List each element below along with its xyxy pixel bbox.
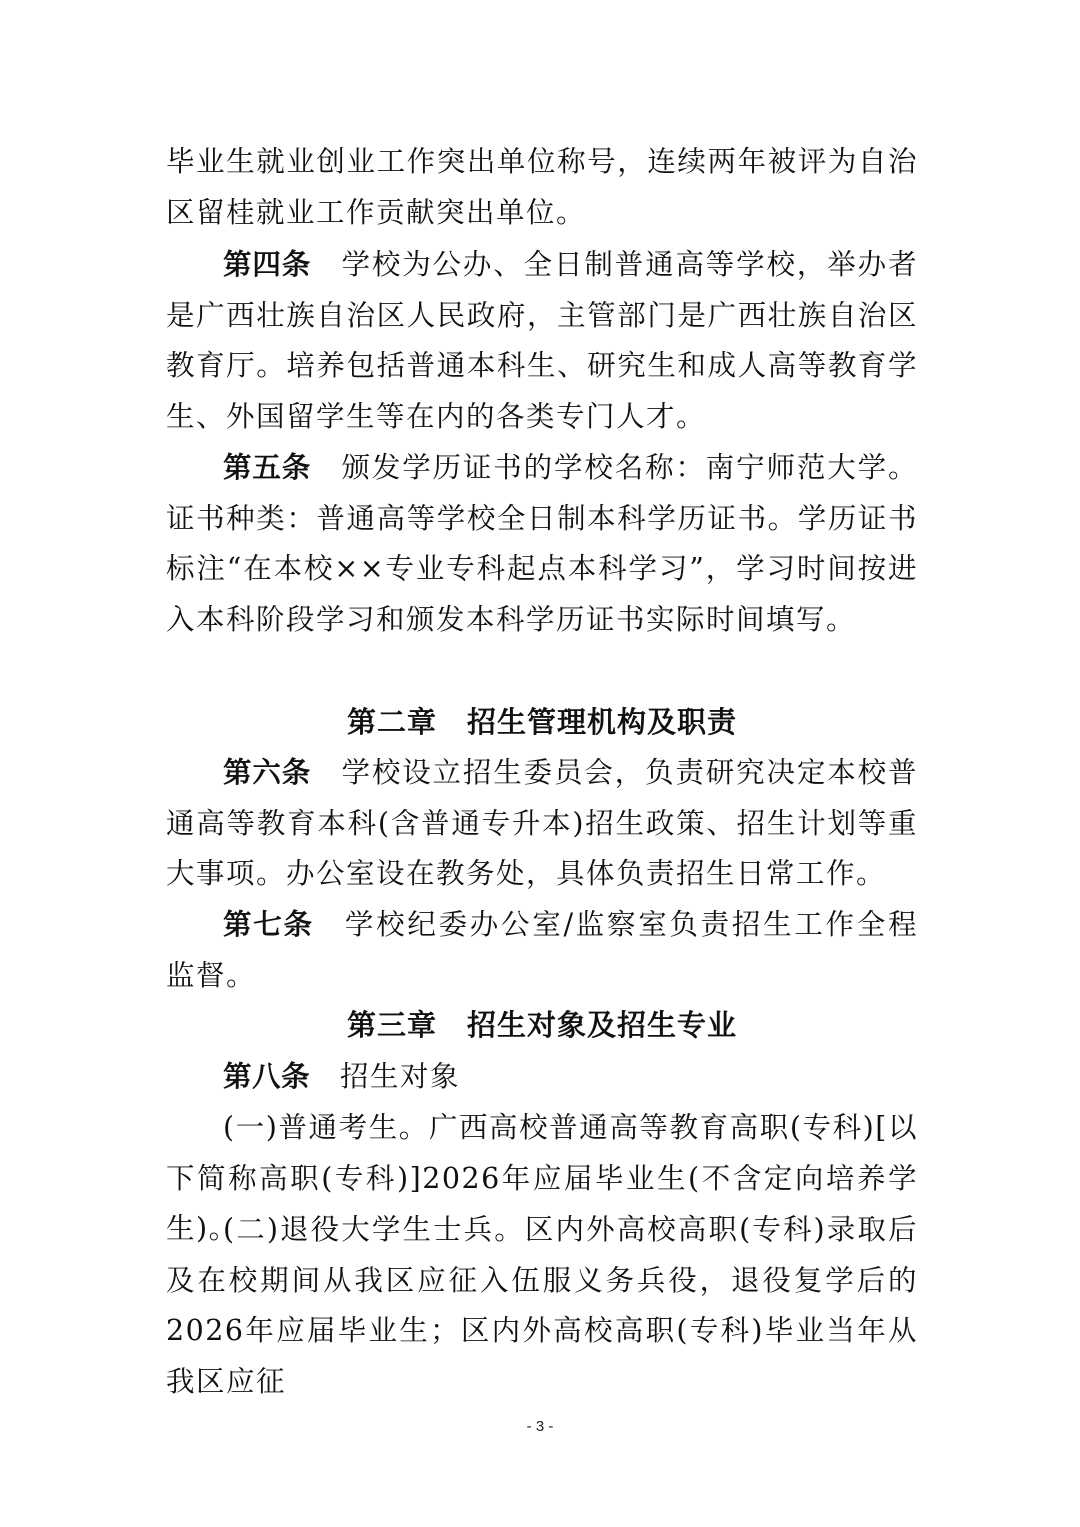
- paragraph-text: 毕业生就业创业工作突出单位称号，连续两年被评为自治区留桂就业工作贡献突出单位。: [166, 145, 918, 229]
- article-text: 学校纪委办公室/监察室负责招生工作全程监督。: [166, 908, 918, 992]
- article-label: 第五条: [223, 451, 312, 484]
- list-item: [166, 1205, 918, 1407]
- article-label: 第六条: [223, 756, 312, 789]
- article-7: [166, 900, 918, 1001]
- article-text: 招生对象: [340, 1060, 461, 1093]
- list-item-text: (一)普通考生。广西高校普通高等教育高职(专科)[以下简称高职(专科)]2026年应届毕业生(不含定向培养学生)。: [166, 1111, 918, 1245]
- page-number: - 3 -: [526, 1418, 554, 1435]
- article-6: [166, 748, 918, 900]
- article-text: 学校设立招生委员会，负责研究决定本校普通高等教育本科(含普通专升本)招生政策、招生计划等重大事项。办公室设在教务处，具体负责招生日常工作。: [166, 756, 918, 890]
- list-item-text: (二)退役大学生士兵。区内外高校高职(专科)录取后及在校期间从我区应征入伍服义务兵役，退役复学后的2026年应届毕业生；区内外高校高职(专科)毕业当年从我区应征: [166, 1213, 918, 1398]
- article-label: 第四条: [223, 248, 312, 281]
- paragraph-continuation: [166, 137, 918, 238]
- article-label: 第八条: [223, 1060, 311, 1093]
- article-8: [166, 1052, 918, 1103]
- article-text: 学校为公办、全日制普通高等学校，举办者是广西壮族自治区人民政府，主管部门是广西壮族自治区教育厅。培养包括普通本科生、研究生和成人高等教育学生、外国留学生等在内的各类专门人才。: [166, 248, 918, 433]
- chapter-heading: 第二章 招生管理机构及职责: [346, 705, 737, 739]
- article-5: [166, 443, 918, 645]
- article-4: [166, 240, 918, 442]
- chapter-heading: 第三章 招生对象及招生专业: [346, 1008, 737, 1042]
- article-text: 颁发学历证书的学校名称：南宁师范大学。证书种类：普通高等学校全日制本科学历证书。学历证书标注“在本校××专业专科起点本科学习”，学习时间按进入本科阶段学习和颁发本科学历证书实际时间填写。: [166, 451, 918, 636]
- article-label: 第七条: [223, 908, 314, 941]
